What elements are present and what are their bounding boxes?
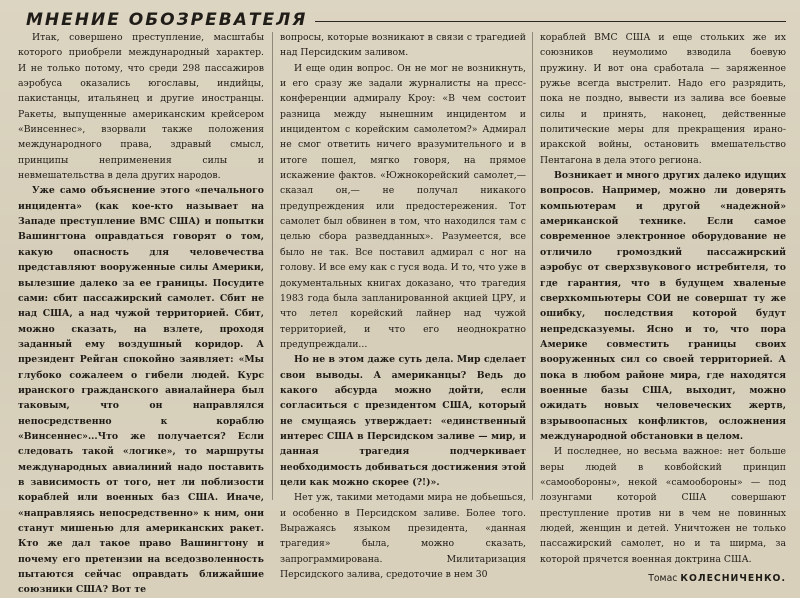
- paragraph-bold: Уже само объяснение этого «печального инцидента» (как кое-кто называет на Западе преступление ВМС США) и попытки Вашингтона оправдаться говорят о том, какую опасность для человечества представляют вооруженные силы Америки, вылезшие далеко за ее границы. Посудите сами: сбит пассажирский самолет. Сбит не над США, а над чужой территорией. Сбит, можно сказать, на взлете, проходя заданный ему воздушный коридор. А президент Рейган спокойно заявляет: «Мы глубоко сожалеем о гибели людей. Курс иранского гражданского авиалайнера был таковым, что он направлялся непосредственно к кораблю «Винсеннес»...Что же получается? Если следовать такой «логике», то маршруты международных авиалиний надо поставить в зависимость от того, нет ли поблизости кораблей или военных баз США. Иначе, «направляясь непосредственно» к ним, они станут мишенью для американских ракет. Кто же дал такое право Вашингтону и почему его претензии на вседозволенность пытаются сейчас оправдать ближайшие союзники США? Вот те: [18, 185, 264, 596]
- column-divider: [532, 32, 533, 500]
- author-signature: [540, 571, 786, 586]
- paragraph: Итак, совершено преступление, масштабы которого приобрели международный характер. И не только потому, что среди 298 пассажиров аэробуса оказались югославы, индийцы, пакистанцы, итальянец и другие иностранцы. Ракеты, выпущенные американским крейсером «Винсеннес», взорвали также положения международного права, здравый смысл, принципы неприменения силы и невмешательства в дела других народов.: [18, 32, 264, 182]
- paragraph: И последнее, но весьма важное: нет больше веры людей в ковбойский принцип «самообороны», некой «самообороны» — под лозунгами которой США совершают преступление против ни в чем не повинных людей, женщин и детей. Уничтожен не только пассажирский самолет, но и та ширма, за которой прячется военная доктрина США.: [540, 446, 786, 565]
- article-column-1: [18, 30, 264, 596]
- paragraph: Нет уж, такими методами мира не добьешься, и особенно в Персидском заливе. Более того. Выражаясь языком президента, «данная трагедия» была, можно сказать, запрограммирована. Милитаризация Персидского залива, средоточие в нем 30: [280, 492, 526, 581]
- article-column-3: [540, 30, 786, 585]
- paragraph-bold: Но не в этом даже суть дела. Мир сделает свои выводы. А американцы? Ведь до какого абсурда можно дойти, если согласиться с президентом США, который не смущаясь утверждает: «единственный интерес США в Персидском заливе — мир, и данная трагедия подчеркивает необходимость добиваться достижения этой цели как можно скорее (?!)».: [280, 354, 526, 488]
- rubric-header: [26, 8, 786, 32]
- paragraph: кораблей ВМС США и еще стольких же их союзников неумолимо взводила боевую пружину. И вот она сработала — заряженное ружье всегда выстрелит. Надо его разрядить, пока не поздно, вывести из залива все боевые силы и принять, наконец, действенные политические меры для прекращения ирано-иракской войны, остановить вмешательство Пентагона в дела этого региона.: [540, 32, 786, 166]
- rubric-rule: [315, 21, 786, 22]
- article-column-2: [280, 30, 526, 581]
- paragraph: И еще один вопрос. Он не мог не возникнуть, и его сразу же задали журналисты на пресс-конференции адмиралу Кроу: «В чем состоит разница между нынешним инцидентом и инцидентом с корейским самолетом?» Адмирал не смог ответить ничего вразумительного и в итоге пошел, мягко говоря, на прямое искажение фактов. «Южнокорейский самолет,— сказал он,— не получал никакого предупреждения или предостережения. Тот самолет был обвинен в том, что находился там с целью сбора разведданных». Разумеется, все было не так. Все поставил адмирал с ног на голову. И все ему как с гуся вода. И то, что уже в документальных книгах доказано, что трагедия 1983 года была запланированной акцией ЦРУ, и что летел корейский лайнер над чужой территорией, и что его неоднократно предупреждали...: [280, 62, 526, 350]
- author-first-name: Томас: [648, 573, 678, 585]
- paragraph: вопросы, которые возникают в связи с трагедией над Персидским заливом.: [280, 32, 526, 59]
- author-surname: КОЛЕСНИЧЕНКО.: [680, 573, 786, 585]
- column-divider: [272, 32, 273, 500]
- paragraph-bold: Возникает и много других далеко идущих вопросов. Например, можно ли доверять компьютерам и другой «надежной» американской технике. Если самое современное электронное оборудование не отличило громоздкий пассажирский аэробус от сверхзвукового истребителя, то где гарантия, что в будущем хваленые сверхкомпьютеры СОИ не совершат ту же ошибку, последствия которой будут непредсказуемы. Ясно и то, что пора Америке совместить границы своих вооруженных сил со своей территорией. А пока в любом районе мира, где находятся военные базы США, выходит, можно ожидать новых человеческих жертв, взрывоопасных конфликтов, осложнения международной обстановки в целом.: [540, 170, 786, 442]
- article-columns: [18, 30, 786, 596]
- rubric-title: МНЕНИЕ ОБОЗРЕВАТЕЛЯ: [26, 10, 308, 30]
